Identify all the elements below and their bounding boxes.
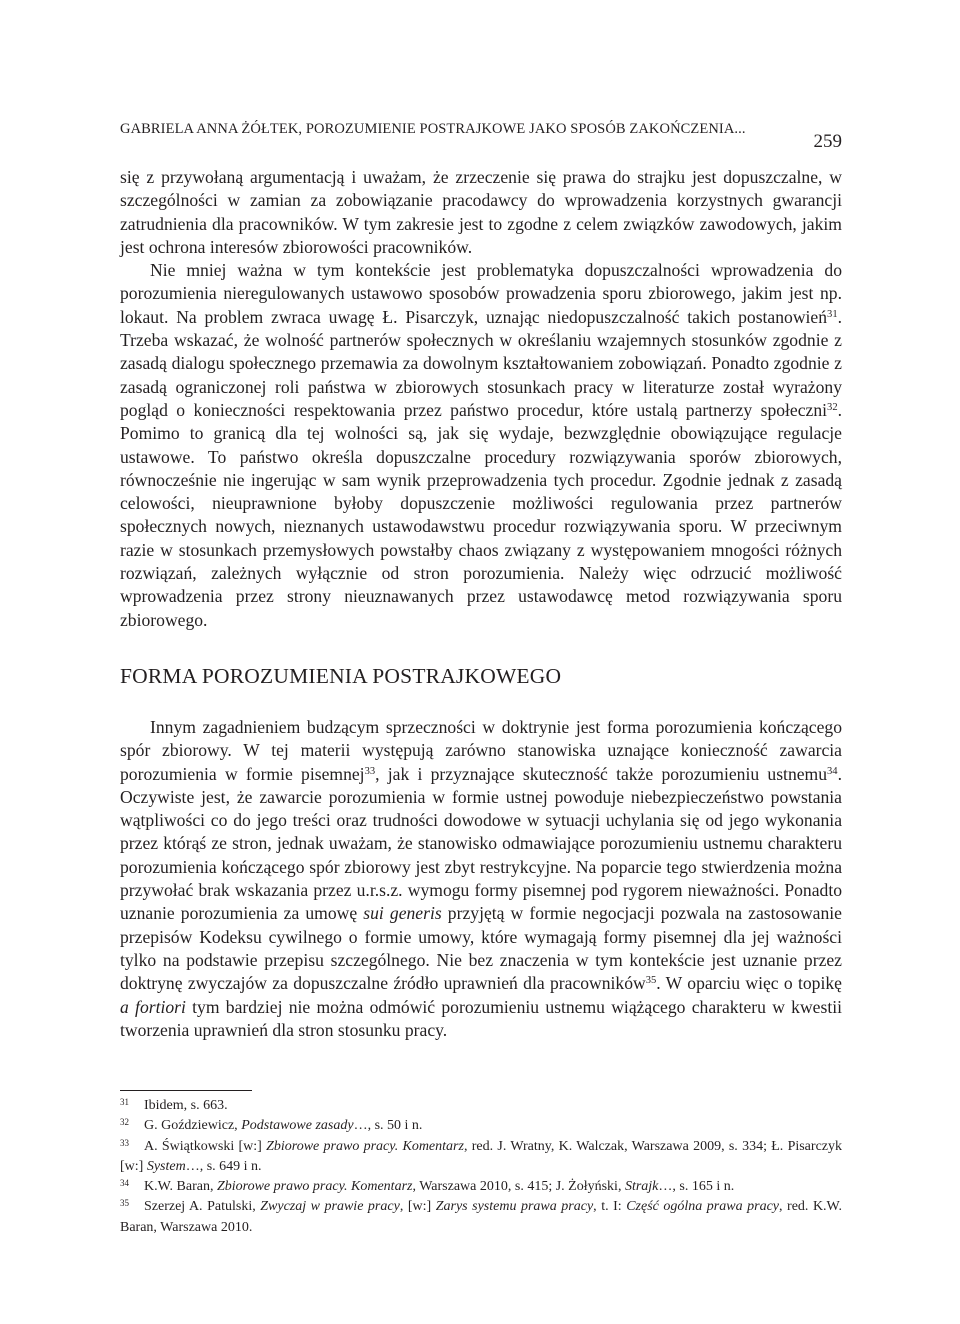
footnote-italic-title: Zarys systemu prawa pracy [435, 1199, 594, 1215]
paragraph-3-text-e: . W oparciu więc o topikę [656, 973, 842, 994]
section-body-2 [120, 716, 842, 1042]
footnote-italic-title: Strajk [624, 1179, 659, 1195]
paragraph-2-text-c: . Pomimo to granicą dla tej wolności są, jak się wydaje, bezwzględnie obowiązujące regulacje ustawowe. To państwo określa dopuszczalne procedury rozwiązywania sporów zbiorowych, równocześnie nie ingerując w sam wynik przeprowadzenia tych procedur. Zgodnie jednak z zasadą celowości, nieuprawnione byłoby dopuszczenie możliwości regulowania przez partnerów społecznych nowych, nieznanych ustawodawstwu procedur rozwiązywania sporu. W przeciwnym razie w stosunkach przemysłowych powstałby chaos związany z występowaniem mnogości różnych rozwiązań, zależnych wyłącznie od stron porozumienia. Należy więc odrzucić możliwość wprowadzenia przez strony nieuznawanych przez ustawodawcę metod rozwiązywania sporu zbiorowego. [120, 399, 842, 630]
footnote-text: …, s. 50 i n. [353, 1118, 423, 1134]
footnote-italic-title: Część ogólna prawa pracy [626, 1199, 780, 1215]
footnote-text: , red. K.W. Baran, Warszawa 2010. [120, 1199, 842, 1235]
footnote-33: 33 A. Świątkowski [w:] Zbiorowe prawo pracy. Komentarz, red. J. Wratny, K. Walczak, Warszawa 2009, s. 334; Ł. Pisarczyk [w:] System…, s. 649 i n. [120, 1137, 842, 1174]
paragraph-3 [120, 716, 842, 1042]
footnote-italic-title: Zbiorowe prawo pracy. Komentarz [216, 1179, 413, 1195]
footnote-italic-title: Podstawowe zasady [241, 1118, 354, 1134]
running-head: GABRIELA ANNA ŻÓŁTEK, POROZUMIENIE POSTRAJKOWE JAKO SPOSÓB ZAKOŃCZENIA... [120, 121, 746, 137]
paragraph-1-text: się z przywołaną argumentacją i uważam, że zrzeczenie się prawa do strajku jest dopuszczalne, w szczególności w zamian za zobowiązanie pracodawcy do wprowadzenia korzystnych gwarancji zatrudnienia dla pracowników. W tym zakresie jest to zgodne z celem związków zawodowych, jakim jest ochrona interesów zbiorowości pracowników. [120, 167, 842, 257]
footnote-italic-title: Zwyczaj w prawie pracy [260, 1199, 400, 1215]
footnote-text: …, s. 165 i n. [658, 1179, 735, 1195]
footnote-text: A. Świątkowski [w:] [144, 1138, 267, 1154]
footnote-34: 34 K.W. Baran, Zbiorowe prawo pracy. Komentarz, Warszawa 2010, s. 415; J. Żołyński, Strajk…, s. 165 i n. [120, 1178, 735, 1195]
footnote-text: , t. I: [593, 1199, 627, 1215]
footnote-italic-title: System [146, 1158, 186, 1174]
paragraph-2 [120, 259, 842, 632]
paragraph-3-text-d: przyjętą w formie negocjacji pozwala na zastosowanie przepisów Kodeksu cywilnego o formie umowy, które wymagają formy pisemnej dla jej ważności tylko na podstawie przepisu szczególnego. Nie bez znaczenia w tym kontekście jest uznanie przez doktrynę zwyczajów za dopuszczalne źródło uprawnień dla pracowników [120, 903, 842, 994]
paragraph-3-text-b: , jak i przyznające skuteczność także porozumieniu ustnemu [375, 763, 828, 784]
footnote-ref-31[interactable]: 31 [827, 308, 838, 320]
section-heading: FORMA POROZUMIENIA POSTRAJKOWEGO [120, 664, 562, 688]
footnote-text: , Warszawa 2010, s. 415; J. Żołyński, [412, 1179, 625, 1195]
italic-term-sui-generis: sui generis [363, 903, 442, 924]
paragraph-3-text-c: . Oczywiste jest, że zawarcie porozumienia w formie ustnej powoduje niebezpieczeństwo powstania wątpliwości co do jego treści oraz trudności dowodowe w sytuacji uchylania się od jego wykonania przez którąś ze stron, jednak uważam, że stanowisko odmawiające porozumieniu ustnemu charakteru porozumienia kończącego spór zbiorowy jest zbyt restrykcyjne. Na poparcie tego stwierdzenia można przywołać brak wskazania przez u.r.s.z. wymogu formy pisemnej pod rygorem nieważności. Ponadto uznanie porozumienia za umowę [120, 763, 842, 924]
footnote-text: , [w:] [399, 1199, 436, 1215]
paragraph-1 [120, 166, 842, 259]
italic-term-a-fortiori: a fortiori [120, 996, 186, 1017]
footnote-32: 32 G. Goździewicz, Podstawowe zasady…, s. 50 i n. [120, 1117, 423, 1134]
footnote-text: Ibidem, s. 663. [144, 1098, 228, 1113]
footnote-35: 35 Szerzej A. Patulski, Zwyczaj w prawie pracy, [w:] Zarys systemu prawa pracy, t. I: Część ogólna prawa pracy, red. K.W. Baran, Warszawa 2010. [120, 1198, 842, 1235]
footnote-italic-title: Zbiorowe prawo pracy. Komentarz [266, 1138, 464, 1154]
footnote-31: 31 Ibidem, s. 663. [120, 1096, 228, 1113]
page-number: 259 [813, 131, 842, 152]
footnote-ref-32[interactable]: 32 [827, 402, 838, 414]
footnote-ref-34[interactable]: 34 [827, 765, 838, 777]
footnote-ref-33[interactable]: 33 [364, 765, 376, 777]
paragraph-3-text-f: tym bardziej nie można odmówić porozumieniu ustnemu wiążącego charakteru w kwestii tworzenia uprawnień dla stron stosunku pracy. [120, 996, 842, 1040]
footnote-text: , red. J. Wratny, K. Walczak, Warszawa 2009, s. 334; Ł. Pisarczyk [w:] [120, 1138, 842, 1174]
footnote-divider [120, 1090, 252, 1091]
section-body-1 [120, 166, 842, 632]
footnote-text: …, s. 649 i n. [185, 1158, 262, 1174]
footnote-text: G. Goździewicz, [144, 1118, 242, 1134]
footnotes [120, 1096, 842, 1238]
footnote-text: Szerzej A. Patulski, [144, 1199, 261, 1215]
footnote-text: K.W. Baran, [144, 1179, 217, 1195]
paragraph-3-text-a: Innym zagadnieniem budzącym sprzeczności w doktrynie jest forma porozumienia kończącego spór zbiorowy. W tej materii występują zarówno stanowiska uznające konieczność zawarcia porozumienia w formie pisemnej [120, 717, 842, 784]
paragraph-2-text-a: Nie mniej ważna w tym kontekście jest problematyka dopuszczalności wprowadzenia do porozumienia nieregulowanych ustawowo sposobów prowadzenia sporu zbiorowego, jakim jest np. lokaut. Na problem zwraca uwagę Ł. Pisarczyk, uznając niedopuszczalność takich postanowień [120, 260, 842, 327]
paragraph-2-text-b: . Trzeba wskazać, że wolność partnerów społecznych w określaniu wzajemnych stosunków zgodnie z zasadą dialogu społecznego przemawia za dowolnym kształtowaniem zobowiązań. Ponadto zgodnie z zasadą ograniczonej roli państwa w zbiorowych stosunkach pracy w literaturze został wyrażony pogląd o konieczności respektowania przez państwo procedur, które ustalą partnerzy społeczni [120, 306, 842, 420]
footnote-ref-35[interactable]: 35 [645, 975, 657, 987]
